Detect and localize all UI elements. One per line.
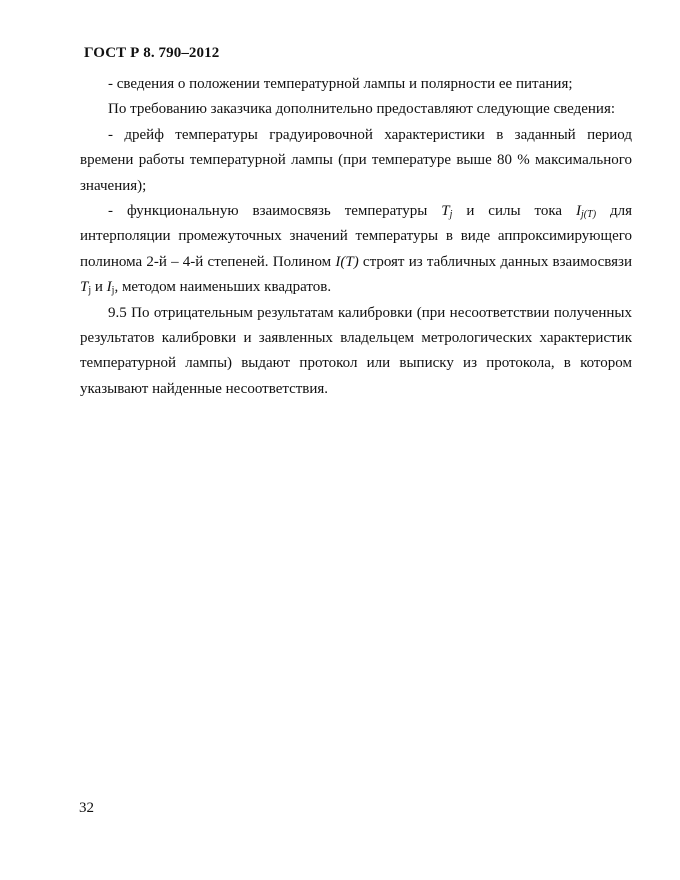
p4-and: и [91, 279, 107, 296]
p4-text-1: - функциональную взаимосвязь температуры [108, 203, 442, 220]
current-symbol-2: I [106, 279, 112, 296]
p4-text-5: , методом наименьших квадратов. [114, 279, 332, 296]
current-symbol: I [576, 203, 582, 220]
paragraph-3: - дрейф температуры градуировочной характеристики в заданный период времени работы температурной лампы (при температуре выше 80 % максимального значения); [80, 126, 632, 194]
paragraph-5: 9.5 По отрицательным результатам калибровки (при несоответствии полученных результатов калибровки и заявленных владельцем метрологических характеристик температурной лампы) выдают протокол или выписку из протокола, в котором указывают найденные несоответствия. [80, 304, 632, 397]
paragraph-1: - сведения о положении температурной лампы и полярности ее питания; [108, 76, 573, 92]
document-body [80, 72, 632, 402]
p4-text-3: для интерполяции промежуточных значений температуры в виде аппроксимирующего полинома 2-й – 4-й степеней. Полином [80, 203, 632, 270]
p4-text-4: строят из табличных данных взаимосвязи [358, 253, 632, 270]
current-subscript: j(T) [581, 209, 597, 221]
page-number: 32 [79, 800, 94, 816]
paragraph-2: По требованию заказчика дополнительно предоставляют следующие сведения: [108, 101, 616, 118]
current-subscript-2: j [111, 285, 115, 297]
paragraph-4 [80, 199, 632, 301]
polynomial-symbol: I(T) [335, 253, 359, 270]
temperature-symbol-2: T [80, 279, 89, 296]
document-header: ГОСТ Р 8. 790–2012 [84, 45, 220, 61]
p4-text-2: и силы тока [452, 203, 577, 220]
temperature-subscript-2: j [88, 285, 92, 297]
temperature-subscript: j [449, 209, 453, 221]
temperature-symbol: T [441, 203, 450, 220]
